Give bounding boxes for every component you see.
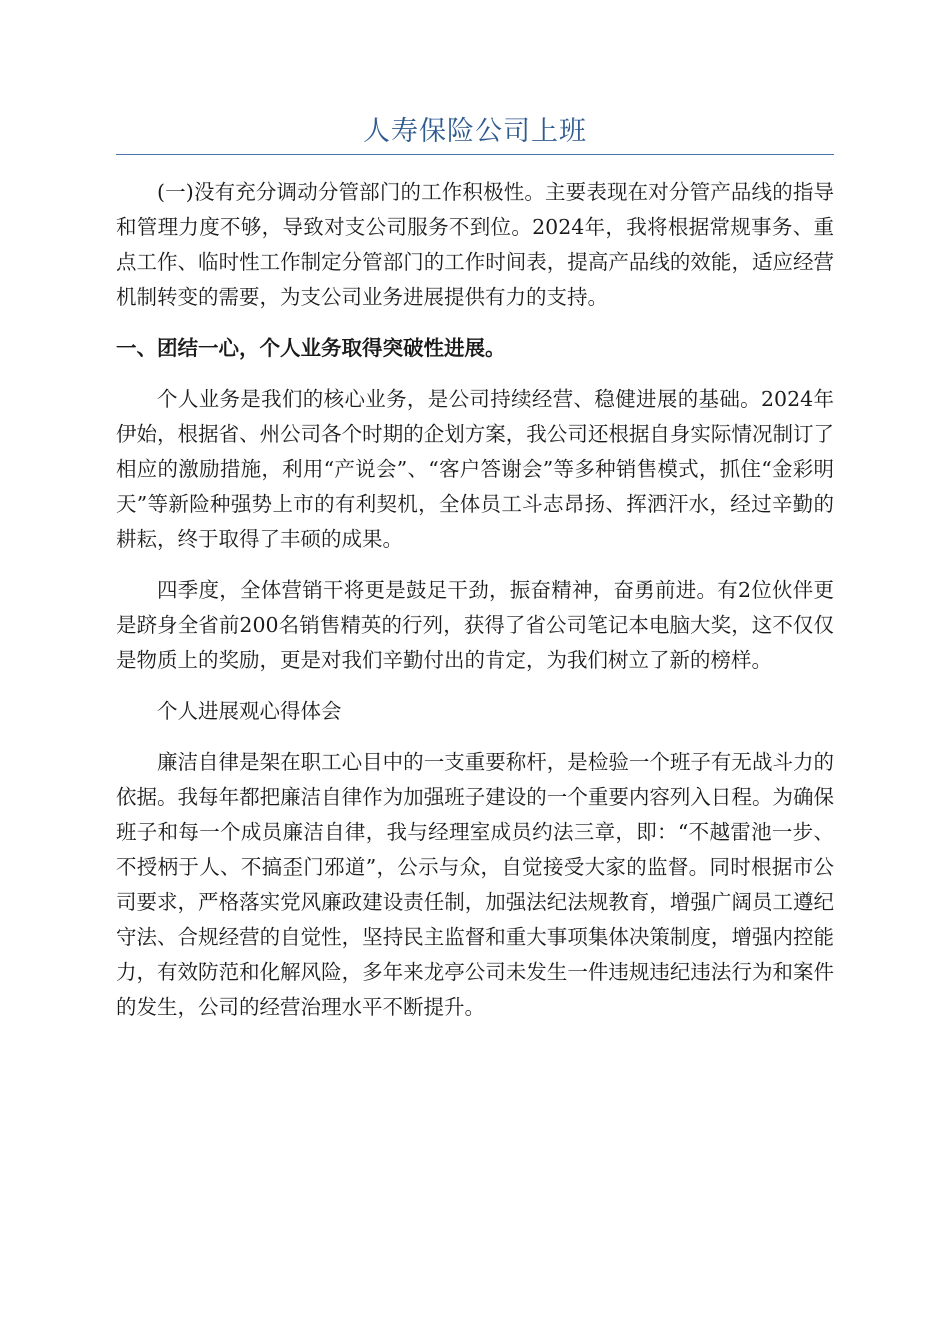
section-heading-personal-business: 一、团结一心，个人业务取得突破性进展。: [116, 336, 506, 360]
paragraph-subtitle-experience: 个人进展观心得体会: [157, 699, 342, 723]
paragraph-personal-business: 个人业务是我们的核心业务，是公司持续经营、稳健进展的基础。2024年伊始，根据省、州公司各个时期的企划方案，我公司还根据自身实际情况制订了相应的激励措施，利用“产说会”、“客户答谢会”等多种销售模式，抓住“金彩明天”等新险种强势上市的有利契机，全体员工斗志昂扬、挥洒汗水，经过辛勤的耕耘，终于取得了丰硕的成果。: [116, 387, 834, 551]
document-title: 人寿保险公司上班: [116, 112, 834, 155]
paragraph-fourth-quarter: 四季度，全体营销干将更是鼓足干劲，振奋精神，奋勇前进。有2位伙伴更是跻身全省前200名销售精英的行列，获得了省公司笔记本电脑大奖，这不仅仅是物质上的奖励，更是对我们辛勤付出的肯定，为我们树立了新的榜样。: [116, 578, 834, 672]
paragraph-integrity: 廉洁自律是架在职工心目中的一支重要称杆，是检验一个班子有无战斗力的依据。我每年都把廉洁自律作为加强班子建设的一个重要内容列入日程。为确保班子和每一个成员廉洁自律，我与经理室成员约法三章，即：“不越雷池一步、不授柄于人、不搞歪门邪道”，公示与众，自觉接受大家的监督。同时根据市公司要求，严格落实党风廉政建设责任制，加强法纪法规教育，增强广阔员工遵纪守法、合规经营的自觉性，坚持民主监督和重大事项集体决策制度，增强内控能力，有效防范和化解风险，多年来龙亭公司未发生一件违规违纪违法行为和案件的发生，公司的经营治理水平不断提升。: [116, 750, 834, 1019]
paragraph-shortcoming: (一)没有充分调动分管部门的工作积极性。主要表现在对分管产品线的指导和管理力度不够，导致对支公司服务不到位。2024年，我将根据常规事务、重点工作、临时性工作制定分管部门的工作时间表，提高产品线的效能，适应经营机制转变的需要，为支公司业务进展提供有力的支持。: [116, 180, 834, 309]
